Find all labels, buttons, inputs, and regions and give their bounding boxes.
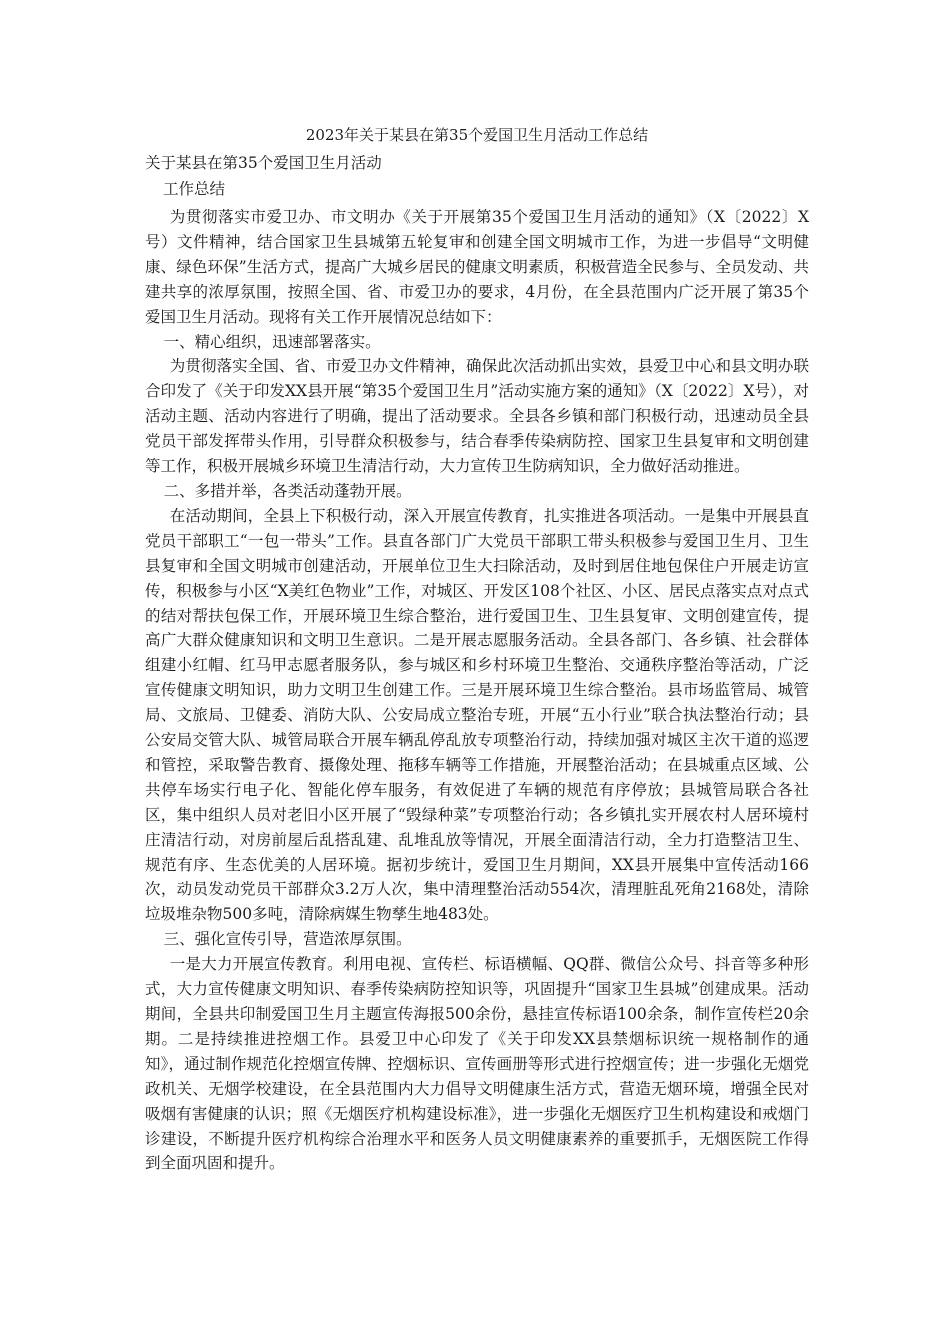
document-subtitle-line-2: 工作总结: [163, 180, 226, 198]
section-heading-1: 一、精心组织，迅速部署落实。: [163, 332, 381, 351]
section-body-2: 在活动期间，全县上下积极行动，深入开展宣传教育，扎实推进各项活动。一是集中开展县直党员干部职工“一包一带头”工作。县直各部门广大党员干部职工带头积极参与爱国卫生月、卫生县复审和全国文明城市创建活动，开展单位卫生大扫除活动，及时到居住地包保住户开展走访宣传，积极参与小区“X美红色物业”工作，对城区、开发区108个社区、小区、居民点落实点对点式的结对帮扶包保工作，开展环境卫生综合整治，进行爱国卫生、卫生县复审、文明创建宣传，提高广大群众健康知识和文明卫生意识。二是开展志愿服务活动。全县各部门、各乡镇、社会群体组建小红帽、红马甲志愿者服务队，参与城区和乡村环境卫生整治、交通秩序整治等活动，广泛宣传健康文明知识，助力文明卫生创建工作。三是开展环境卫生综合整治。县市场监管局、城管局、文旅局、卫健委、消防大队、公安局成立整治专班，开展“五小行业”联合执法整治行动；县公安局交管大队、城管局联合开展车辆乱停乱放专项整治行动，持续加强对城区主次干道的巡逻和管控，采取警告教育、摄像处理、拖移车辆等工作措施，开展整治活动；在县城重点区域、公共停车场实行电子化、智能化停车服务，有效促进了车辆的规范有序停放；县城管局联合各社区，集中组织人员对老旧小区开展了“毁绿种菜”专项整治行动；各乡镇扎实开展农村人居环境村庄清洁行动，对房前屋后乱搭乱建、乱堆乱放等情况，开展全面清洁行动，全力打造整洁卫生、规范有序、生态优美的人居环境。据初步统计，爱国卫生月期间，XX县开展集中宣传活动166次，动员发动党员干部群众3.2万人次，集中清理整治活动554次，清理脏乱死角2168处，清除垃圾堆杂物500多吨，清除病媒生物孳生地483处。: [145, 506, 809, 924]
document-subtitle-line-1: 关于某县在第35个爱国卫生月活动: [145, 154, 382, 172]
document-title: 2023年关于某县在第35个爱国卫生月活动工作总结: [305, 126, 649, 144]
section-body-1: 为贯彻落实全国、省、市爱卫办文件精神，确保此次活动抓出实效，县爱卫中心和县文明办联合印发了《关于印发XX县开展“第35个爱国卫生月”活动实施方案的通知》（X〔2022〕X号），对活动主题、活动内容进行了明确，提出了活动要求。全县各乡镇和部门积极行动，迅速动员全县党员干部发挥带头作用，引导群众积极参与，结合春季传染病防控、国家卫生县复审和文明创建等工作，积极开展城乡环境卫生清洁行动，大力宣传卫生防病知识，全力做好活动推进。: [145, 357, 809, 476]
document-body: [145, 122, 809, 1176]
section-heading-2: 二、多措并举，各类活动蓬勃开展。: [163, 481, 412, 500]
intro-paragraph: 为贯彻落实市爱卫办、市文明办《关于开展第35个爱国卫生月活动的通知》（X〔2022〕X号）文件精神，结合国家卫生县城第五轮复审和创建全国文明城市工作，为进一步倡导“文明健康、绿色环保”生活方式，提高广大城乡居民的健康文明素质，积极营造全民参与、全员发动、共建共享的浓厚氛围，按照全国、省、市爱卫办的要求，4月份，在全县范围内广泛开展了第35个爱国卫生月活动。现将有关工作开展情况总结如下：: [145, 208, 809, 326]
section-body-3: 一是大力开展宣传教育。利用电视、宣传栏、标语横幅、QQ群、微信公众号、抖音等多种形式，大力宣传健康文明知识、春季传染病防控知识等，巩固提升“国家卫生县城”创建成果。活动期间，全县共印制爱国卫生月主题宣传海报500余份，悬挂宣传标语100余条，制作宣传栏20余期。二是持续推进控烟工作。县爱卫中心印发了《关于印发XX县禁烟标识统一规格制作的通知》，通过制作规范化控烟宣传牌、控烟标识、宣传画册等形式进行控烟宣传；进一步强化无烟党政机关、无烟学校建设，在全县范围内大力倡导文明健康生活方式，营造无烟环境，增强全民对吸烟有害健康的认识；照《无烟医疗机构建设标准》，进一步强化无烟医疗卫生机构建设和戒烟门诊建设，不断提升医疗机构综合治理水平和医务人员文明健康素养的重要抓手，无烟医院工作得到全面巩固和提升。: [145, 955, 809, 1173]
section-heading-3: 三、强化宣传引导，营造浓厚氛围。: [163, 930, 412, 949]
